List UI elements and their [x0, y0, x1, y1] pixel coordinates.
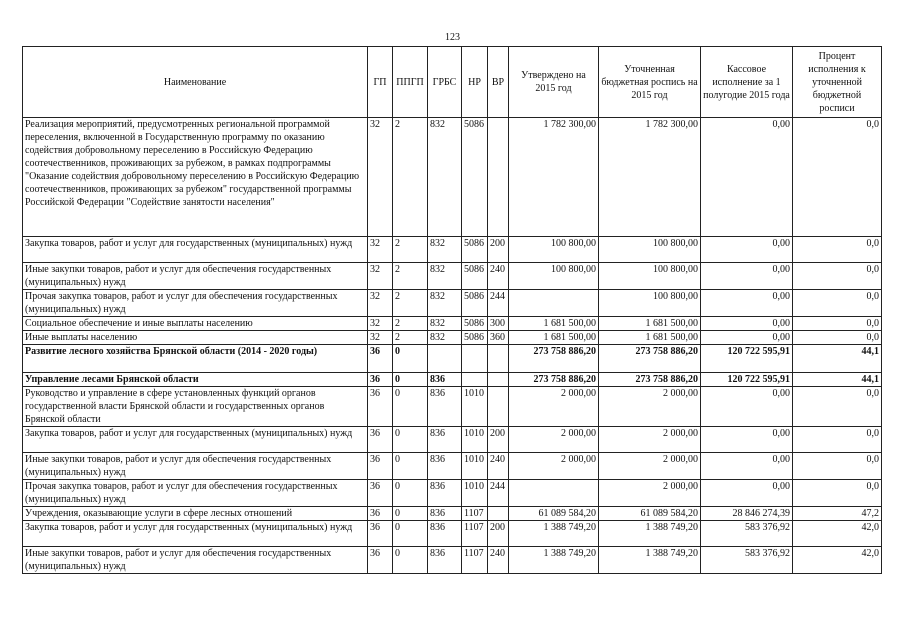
cell-percent: 0,0: [793, 387, 882, 427]
cell-percent: 0,0: [793, 118, 882, 237]
cell-gp: 36: [368, 480, 393, 507]
header-percent: Процент исполнения к уточненной бюджетной росписи: [793, 47, 882, 118]
cell-gp: 32: [368, 263, 393, 290]
cell-vr: 240: [488, 263, 509, 290]
cell-ppgp: 0: [393, 345, 428, 373]
cell-name: Закупка товаров, работ и услуг для государственных (муниципальных) нужд: [23, 521, 368, 547]
cell-name: Закупка товаров, работ и услуг для государственных (муниципальных) нужд: [23, 237, 368, 263]
cell-percent: 0,0: [793, 427, 882, 453]
cell-approved: 100 800,00: [509, 263, 599, 290]
cell-refined: 100 800,00: [599, 237, 701, 263]
cell-name: Иные закупки товаров, работ и услуг для обеспечения государственных (муниципальных) нужд: [23, 453, 368, 480]
cell-cash: 120 722 595,91: [701, 345, 793, 373]
cell-np: 5086: [462, 263, 488, 290]
cell-grbs: 832: [428, 118, 462, 237]
cell-grbs: 836: [428, 507, 462, 521]
header-gp: ГП: [368, 47, 393, 118]
cell-np: 1010: [462, 427, 488, 453]
cell-grbs: 832: [428, 263, 462, 290]
cell-gp: 32: [368, 317, 393, 331]
cell-grbs: 836: [428, 547, 462, 574]
page-number: 123: [445, 32, 460, 43]
cell-gp: 36: [368, 373, 393, 387]
cell-gp: 36: [368, 345, 393, 373]
cell-ppgp: 0: [393, 507, 428, 521]
table-row: [23, 507, 882, 521]
cell-name: Закупка товаров, работ и услуг для государственных (муниципальных) нужд: [23, 427, 368, 453]
cell-grbs: 836: [428, 387, 462, 427]
cell-ppgp: 0: [393, 427, 428, 453]
cell-grbs: 836: [428, 373, 462, 387]
cell-ppgp: 0: [393, 521, 428, 547]
cell-vr: 200: [488, 427, 509, 453]
table-row: [23, 317, 882, 331]
table-header-row: [23, 47, 882, 118]
cell-vr: 300: [488, 317, 509, 331]
cell-approved: 2 000,00: [509, 427, 599, 453]
cell-ppgp: 2: [393, 263, 428, 290]
cell-np: 5086: [462, 290, 488, 317]
table-row: [23, 118, 882, 237]
cell-ppgp: 2: [393, 237, 428, 263]
cell-refined: 100 800,00: [599, 263, 701, 290]
cell-percent: 0,0: [793, 317, 882, 331]
cell-np: 5086: [462, 237, 488, 263]
cell-grbs: 836: [428, 521, 462, 547]
cell-vr: 360: [488, 331, 509, 345]
cell-ppgp: 2: [393, 118, 428, 237]
cell-np: 1107: [462, 521, 488, 547]
cell-ppgp: 2: [393, 290, 428, 317]
cell-cash: 28 846 274,39: [701, 507, 793, 521]
table-body: [23, 118, 882, 574]
table-row: [23, 521, 882, 547]
cell-vr: 244: [488, 480, 509, 507]
cell-np: 1107: [462, 507, 488, 521]
cell-np: 5086: [462, 118, 488, 237]
cell-gp: 32: [368, 118, 393, 237]
cell-vr: [488, 507, 509, 521]
cell-grbs: 832: [428, 290, 462, 317]
cell-refined: 1 388 749,20: [599, 521, 701, 547]
cell-percent: 44,1: [793, 345, 882, 373]
cell-name: Учреждения, оказывающие услуги в сфере лесных отношений: [23, 507, 368, 521]
cell-gp: 36: [368, 547, 393, 574]
cell-np: [462, 345, 488, 373]
cell-cash: 0,00: [701, 290, 793, 317]
cell-percent: 0,0: [793, 331, 882, 345]
cell-cash: 0,00: [701, 331, 793, 345]
table-row: [23, 547, 882, 574]
cell-cash: 583 376,92: [701, 521, 793, 547]
cell-name: Руководство и управление в сфере установленных функций органов государственной власти Брянской области и государственных органов Брянской области: [23, 387, 368, 427]
cell-np: 1010: [462, 453, 488, 480]
cell-vr: 244: [488, 290, 509, 317]
cell-approved: 1 681 500,00: [509, 317, 599, 331]
cell-ppgp: 0: [393, 387, 428, 427]
cell-vr: 240: [488, 453, 509, 480]
cell-ppgp: 0: [393, 547, 428, 574]
cell-ppgp: 2: [393, 331, 428, 345]
cell-gp: 36: [368, 427, 393, 453]
header-ppgp: ППГП: [393, 47, 428, 118]
cell-np: 1010: [462, 480, 488, 507]
cell-vr: 240: [488, 547, 509, 574]
table-row: [23, 427, 882, 453]
cell-name: Реализация мероприятий, предусмотренных региональной программой переселения, включенной в Государственную программу по оказанию содействия добровольному переселению в Российскую Федерацию соотечественников, проживающих за рубежом, в рамках подпрограммы "Оказание содействия добровольному переселению в Российскую Федерацию соотечественников, проживающих за рубежом" государственной программы Российской Федерации "Содействие занятости населения": [23, 118, 368, 237]
header-vr: ВР: [488, 47, 509, 118]
cell-refined: 273 758 886,20: [599, 373, 701, 387]
table-row: [23, 263, 882, 290]
cell-cash: 120 722 595,91: [701, 373, 793, 387]
cell-cash: 0,00: [701, 263, 793, 290]
cell-cash: 0,00: [701, 427, 793, 453]
cell-percent: 0,0: [793, 480, 882, 507]
cell-percent: 0,0: [793, 263, 882, 290]
cell-approved: 2 000,00: [509, 387, 599, 427]
cell-grbs: 836: [428, 480, 462, 507]
cell-refined: 273 758 886,20: [599, 345, 701, 373]
cell-gp: 36: [368, 387, 393, 427]
cell-refined: 2 000,00: [599, 427, 701, 453]
cell-name: Социальное обеспечение и иные выплаты населению: [23, 317, 368, 331]
cell-name: Развитие лесного хозяйства Брянской области (2014 - 2020 годы): [23, 345, 368, 373]
cell-gp: 36: [368, 521, 393, 547]
header-np: НР: [462, 47, 488, 118]
cell-approved: 1 782 300,00: [509, 118, 599, 237]
cell-grbs: 832: [428, 237, 462, 263]
cell-percent: 0,0: [793, 453, 882, 480]
cell-percent: 44,1: [793, 373, 882, 387]
cell-refined: 1 388 749,20: [599, 547, 701, 574]
cell-gp: 32: [368, 290, 393, 317]
cell-approved: [509, 480, 599, 507]
header-name: Наименование: [23, 47, 368, 118]
cell-name: Прочая закупка товаров, работ и услуг для обеспечения государственных (муниципальных) нужд: [23, 480, 368, 507]
cell-approved: 1 388 749,20: [509, 547, 599, 574]
cell-vr: 200: [488, 237, 509, 263]
cell-refined: 2 000,00: [599, 480, 701, 507]
cell-name: Иные закупки товаров, работ и услуг для обеспечения государственных (муниципальных) нужд: [23, 263, 368, 290]
budget-table: [22, 46, 882, 574]
cell-refined: 1 681 500,00: [599, 317, 701, 331]
cell-percent: 42,0: [793, 521, 882, 547]
table-row: [23, 290, 882, 317]
cell-approved: [509, 290, 599, 317]
cell-cash: 0,00: [701, 118, 793, 237]
cell-percent: 47,2: [793, 507, 882, 521]
cell-refined: 100 800,00: [599, 290, 701, 317]
cell-grbs: 836: [428, 427, 462, 453]
cell-np: 1010: [462, 387, 488, 427]
cell-cash: 0,00: [701, 317, 793, 331]
cell-approved: 100 800,00: [509, 237, 599, 263]
cell-np: 5086: [462, 317, 488, 331]
cell-gp: 36: [368, 453, 393, 480]
cell-gp: 32: [368, 237, 393, 263]
table-row: [23, 480, 882, 507]
table-row: [23, 331, 882, 345]
cell-vr: [488, 373, 509, 387]
cell-percent: 0,0: [793, 290, 882, 317]
cell-cash: 0,00: [701, 237, 793, 263]
cell-np: 1107: [462, 547, 488, 574]
cell-cash: 0,00: [701, 387, 793, 427]
table-row: [23, 345, 882, 373]
cell-grbs: 832: [428, 317, 462, 331]
cell-approved: 273 758 886,20: [509, 345, 599, 373]
header-cash: Кассовое исполнение за 1 полугодие 2015 года: [701, 47, 793, 118]
cell-vr: [488, 387, 509, 427]
cell-refined: 1 782 300,00: [599, 118, 701, 237]
cell-vr: [488, 345, 509, 373]
table-row: [23, 237, 882, 263]
cell-cash: 583 376,92: [701, 547, 793, 574]
cell-vr: [488, 118, 509, 237]
cell-percent: 42,0: [793, 547, 882, 574]
cell-vr: 200: [488, 521, 509, 547]
cell-np: [462, 373, 488, 387]
header-approved: Утверждено на 2015 год: [509, 47, 599, 118]
cell-refined: 1 681 500,00: [599, 331, 701, 345]
cell-gp: 32: [368, 331, 393, 345]
cell-approved: 61 089 584,20: [509, 507, 599, 521]
cell-gp: 36: [368, 507, 393, 521]
cell-ppgp: 0: [393, 373, 428, 387]
cell-name: Иные выплаты населению: [23, 331, 368, 345]
cell-cash: 0,00: [701, 480, 793, 507]
table-row: [23, 373, 882, 387]
cell-cash: 0,00: [701, 453, 793, 480]
cell-grbs: 836: [428, 453, 462, 480]
cell-ppgp: 0: [393, 480, 428, 507]
table-row: [23, 387, 882, 427]
header-grbs: ГРБС: [428, 47, 462, 118]
cell-ppgp: 0: [393, 453, 428, 480]
cell-percent: 0,0: [793, 237, 882, 263]
cell-ppgp: 2: [393, 317, 428, 331]
header-refined: Уточненная бюджетная роспись на 2015 год: [599, 47, 701, 118]
cell-refined: 2 000,00: [599, 387, 701, 427]
cell-refined: 61 089 584,20: [599, 507, 701, 521]
cell-approved: 1 681 500,00: [509, 331, 599, 345]
cell-approved: 1 388 749,20: [509, 521, 599, 547]
cell-name: Иные закупки товаров, работ и услуг для обеспечения государственных (муниципальных) нужд: [23, 547, 368, 574]
cell-approved: 2 000,00: [509, 453, 599, 480]
cell-np: 5086: [462, 331, 488, 345]
cell-name: Прочая закупка товаров, работ и услуг для обеспечения государственных (муниципальных) нужд: [23, 290, 368, 317]
cell-refined: 2 000,00: [599, 453, 701, 480]
cell-approved: 273 758 886,20: [509, 373, 599, 387]
cell-grbs: [428, 345, 462, 373]
cell-name: Управление лесами Брянской области: [23, 373, 368, 387]
table-row: [23, 453, 882, 480]
cell-grbs: 832: [428, 331, 462, 345]
